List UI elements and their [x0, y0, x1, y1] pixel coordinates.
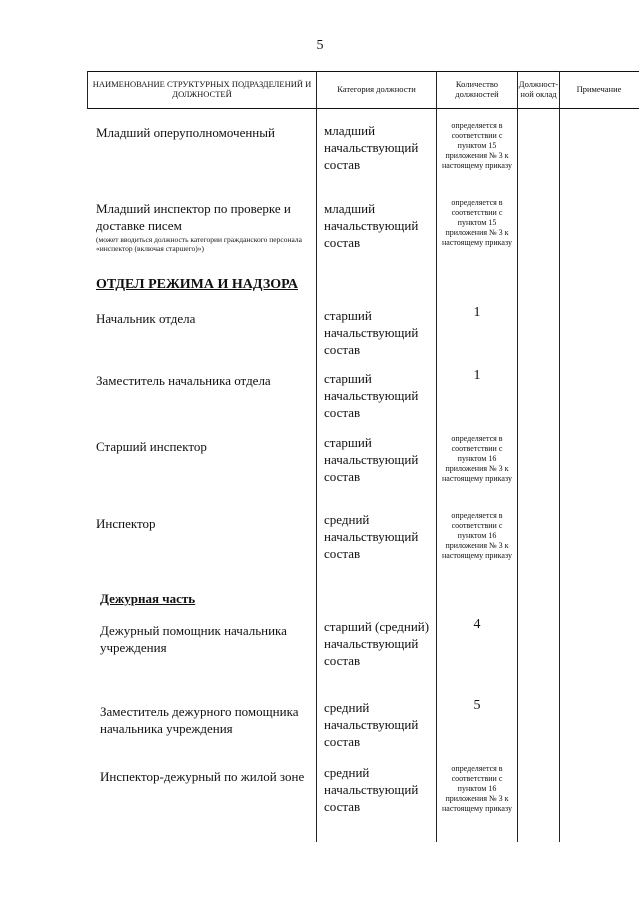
- column-divider: [316, 71, 317, 842]
- position-quantity: определяется в соответствии с пунктом 16 приложения № 3 к настоящему приказу: [442, 434, 512, 483]
- header-category: Категория должности: [337, 84, 416, 95]
- position-category: старший начальствующий состав: [324, 435, 419, 484]
- position-name-block: [96, 200, 308, 253]
- column-divider: [559, 71, 560, 842]
- page-number: 5: [316, 38, 324, 53]
- position-category: средний начальствующий состав: [324, 700, 419, 749]
- position-quantity: 5: [473, 698, 481, 713]
- position-name: Начальник отдела: [96, 311, 196, 326]
- position-quantity: определяется в соответствии с пунктом 16 приложения № 3 к настоящему приказу: [442, 511, 512, 560]
- section-heading: ОТДЕЛ РЕЖИМА И НАДЗОРА: [96, 277, 299, 292]
- position-note: (может вводиться должность категории гражданского персонала «инспектор (включая старшего)»): [96, 235, 302, 253]
- position-quantity: 1: [473, 305, 481, 320]
- position-name: Заместитель начальника отдела: [96, 373, 271, 388]
- position-category: старший начальствующий состав: [324, 371, 419, 420]
- header-quantity: Количество должностей: [455, 79, 499, 99]
- position-quantity: 1: [473, 368, 481, 383]
- header-name: НАИМЕНОВАНИЕ СТРУКТУРНЫХ ПОДРАЗДЕЛЕНИЙ И ДОЛЖНОСТЕЙ: [92, 79, 312, 99]
- position-category: младший начальствующий состав: [324, 123, 419, 172]
- position-name: Дежурный помощник начальника учреждения: [100, 623, 287, 655]
- header-note: Примечание: [576, 84, 622, 95]
- position-category: старший (средний) начальствующий состав: [324, 619, 430, 668]
- position-quantity: определяется в соответствии с пунктом 16 приложения № 3 к настоящему приказу: [442, 764, 512, 813]
- position-name: Младший оперуполномоченный: [96, 125, 275, 140]
- position-category: средний начальствующий состав: [324, 512, 419, 561]
- column-divider: [517, 71, 518, 842]
- position-category: средний начальствующий состав: [324, 765, 419, 814]
- position-name: Младший инспектор по проверке и доставке писем: [96, 201, 291, 233]
- position-category: старший начальствующий состав: [324, 308, 419, 357]
- position-quantity: определяется в соответствии с пунктом 15 приложения № 3 к настоящему приказу: [442, 198, 512, 247]
- position-name: Заместитель дежурного помощника начальника учреждения: [100, 704, 299, 736]
- subsection-heading: Дежурная часть: [100, 591, 196, 606]
- position-name: Инспектор-дежурный по жилой зоне: [100, 769, 305, 784]
- position-category: младший начальствующий состав: [324, 201, 419, 250]
- position-name: Инспектор: [96, 516, 156, 531]
- position-quantity: определяется в соответствии с пунктом 15 приложения № 3 к настоящему приказу: [442, 121, 512, 170]
- position-name: Старший инспектор: [96, 439, 207, 454]
- position-quantity: 4: [473, 617, 481, 632]
- header-salary: Должност-ной оклад: [518, 79, 559, 99]
